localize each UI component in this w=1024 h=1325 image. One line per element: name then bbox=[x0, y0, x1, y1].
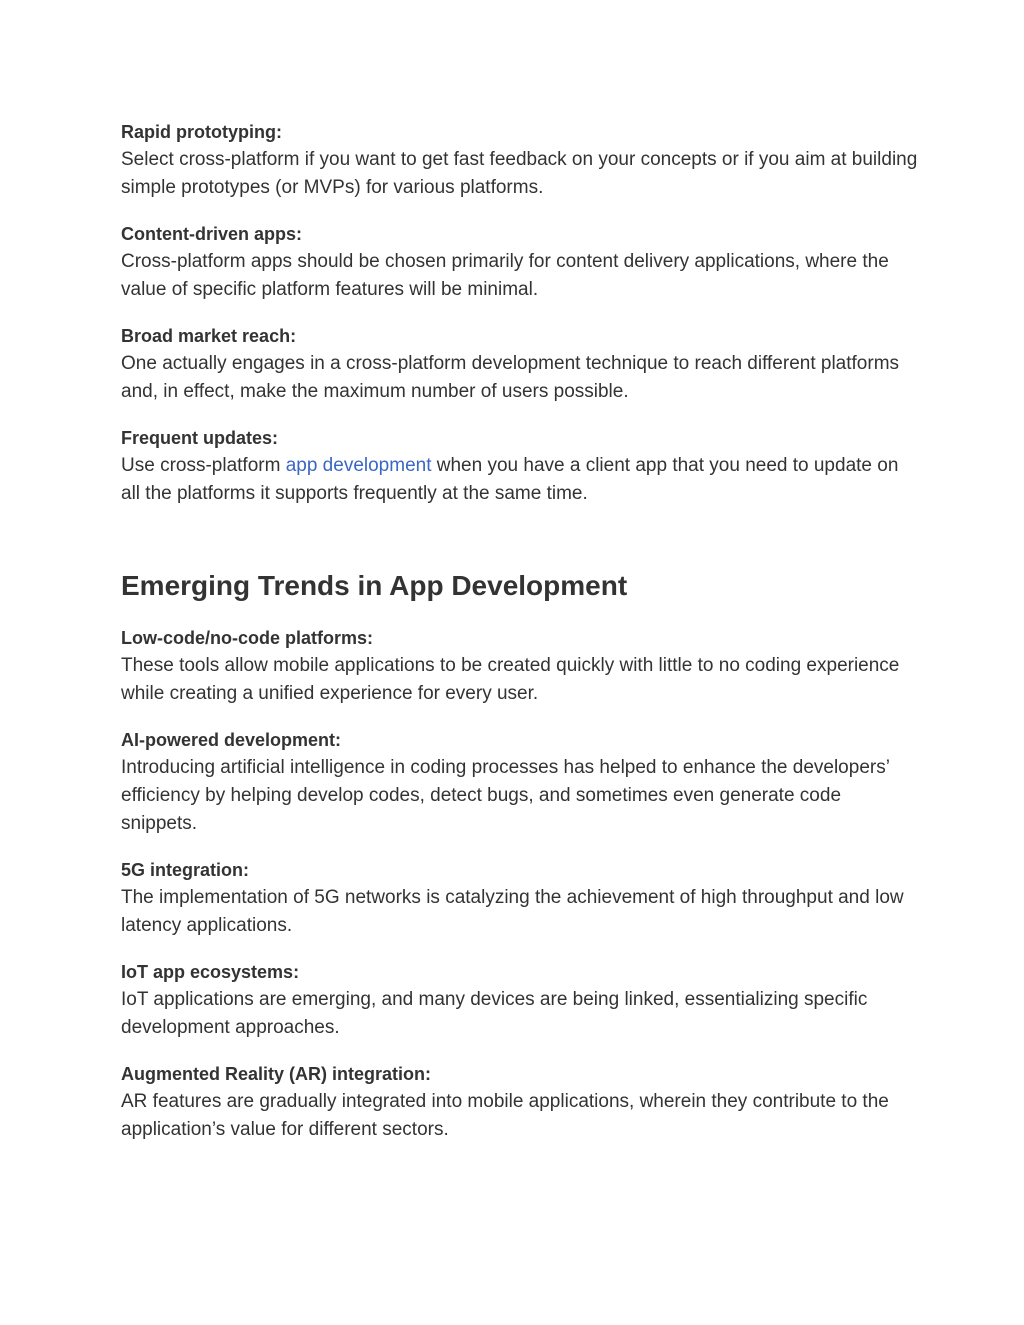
item-body: Select cross-platform if you want to get fast feedback on your concepts or if you aim at building simple prototypes (or MVPs) for various platforms. bbox=[121, 149, 918, 198]
list-item-broad-market-reach bbox=[121, 322, 921, 406]
list-item-frequent-updates bbox=[121, 424, 921, 508]
item-title: AI-powered development: bbox=[121, 730, 342, 750]
item-body: One actually engages in a cross-platform development technique to reach different platforms and, in effect, make the maximum number of users possible. bbox=[121, 353, 900, 402]
list-item-rapid-prototyping bbox=[121, 118, 921, 202]
app-development-link[interactable]: app development bbox=[285, 455, 432, 476]
list-item-ar-integration bbox=[121, 1060, 921, 1144]
item-body: Cross-platform apps should be chosen primarily for content delivery applications, where the value of specific platform features will be minimal. bbox=[121, 251, 889, 300]
list-item-ai-powered bbox=[121, 726, 921, 838]
item-body: The implementation of 5G networks is catalyzing the achievement of high throughput and low latency applications. bbox=[121, 887, 904, 936]
item-title: Content-driven apps: bbox=[121, 224, 303, 244]
item-title: Augmented Reality (AR) integration: bbox=[121, 1064, 432, 1084]
list-item-5g-integration bbox=[121, 856, 921, 940]
item-body: AR features are gradually integrated into mobile applications, wherein they contribute to the application’s value for different sectors. bbox=[121, 1091, 889, 1140]
item-title: Frequent updates: bbox=[121, 428, 279, 448]
item-body bbox=[121, 452, 921, 508]
item-body-text-after: when you have a client app that you need to update on all the platforms it supports frequently at the same time. bbox=[121, 455, 899, 504]
item-body: These tools allow mobile applications to be created quickly with little to no coding experience while creating a unified experience for every user. bbox=[121, 655, 900, 704]
item-title: IoT app ecosystems: bbox=[121, 962, 300, 982]
list-item-low-code bbox=[121, 624, 921, 708]
item-title: Low-code/no-code platforms: bbox=[121, 628, 373, 648]
item-body-text-before: Use cross-platform bbox=[121, 455, 286, 476]
section-heading: Emerging Trends in App Development bbox=[121, 570, 628, 601]
item-body: IoT applications are emerging, and many devices are being linked, essentializing specific development approaches. bbox=[121, 989, 868, 1038]
item-title: Broad market reach: bbox=[121, 326, 297, 346]
list-item-content-driven-apps bbox=[121, 220, 921, 304]
item-title: 5G integration: bbox=[121, 860, 250, 880]
list-item-iot-ecosystems bbox=[121, 958, 921, 1042]
item-body: Introducing artificial intelligence in coding processes has helped to enhance the developers’ efficiency by helping develop codes, detect bugs, and sometimes even generate code snippets. bbox=[121, 757, 890, 834]
item-title: Rapid prototyping: bbox=[121, 122, 282, 142]
document-page bbox=[121, 118, 921, 1162]
